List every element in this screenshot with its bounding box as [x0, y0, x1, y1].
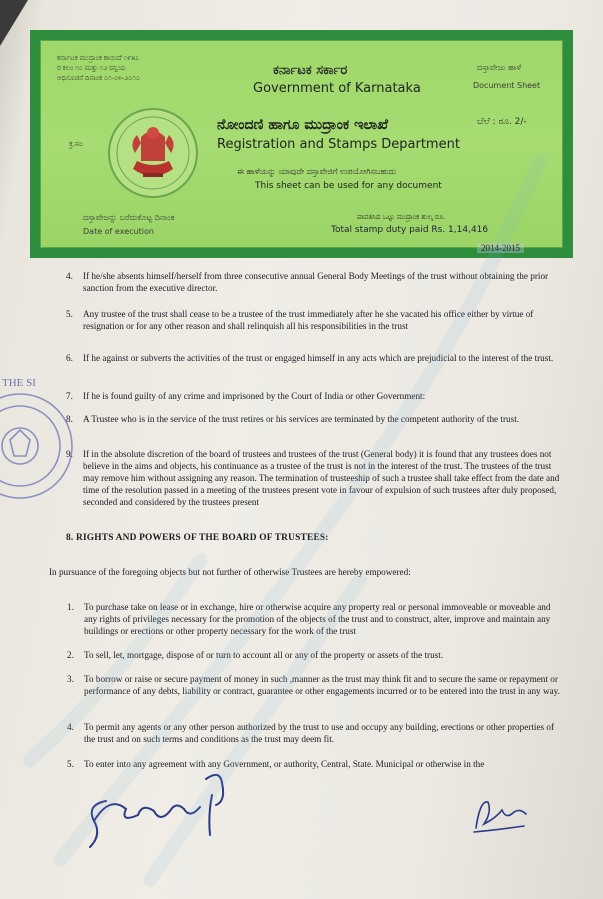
- clause-text: If he is found guilty of any crime and imprisoned by the Court of India or other Government:: [83, 391, 426, 401]
- stamp-act-line: ಕರ್ನಾಟಕ ಮುದ್ರಾಂಕ ಕಾಯಿದೆ ೧೯೫೭: [57, 54, 140, 62]
- clause-item: [66, 413, 565, 425]
- trustee-signature-right: [466, 790, 536, 840]
- trust-seal-stamp: [0, 362, 86, 532]
- usage-note-kannada: ಈ ಹಾಳೆಯನ್ನು ಯಾವುದೇ ದಸ್ತಾವೇಜಿಗೆ ಉಪಯೋಗಿಸಬಹುದು: [237, 167, 397, 176]
- clause-text: If he against or subverts the activities of the trust or engaged himself in any acts which are prejudicial to the interest of the trust.: [83, 353, 554, 363]
- power-number: 1.: [67, 602, 74, 612]
- section-intro: In pursuance of the foregoing objects but not further of otherwise Trustees are hereby empowered:: [49, 567, 411, 577]
- clause-number: 4.: [66, 271, 73, 281]
- power-item: [67, 601, 564, 637]
- dept-title: Registration and Stamps Department: [217, 137, 460, 152]
- clause-text: If he/she absents himself/herself from three consecutive annual General Body Meetings of the trust without obtaining the prior sanction from the executive director.: [83, 271, 549, 293]
- clause-number: 6.: [66, 353, 73, 363]
- stamp-act-line: ರ ಕಲಂ ೧೦ ಮತ್ತು ೧೨ ರನ್ವಯ: [57, 64, 126, 72]
- power-number: 5.: [67, 759, 74, 769]
- clause-text: A Trustee who is in the service of the trust retires or his services are terminated by the competent authority of the trust.: [83, 414, 520, 424]
- stamp-act-line: ಅಧಿಸೂಚನೆ ದಿನಾಂಕ ೦೧-೦೪-೨೦೧೦: [57, 74, 140, 82]
- section-heading: 8. RIGHTS AND POWERS OF THE BOARD OF TRUSTEES:: [66, 533, 329, 543]
- power-item: [67, 649, 564, 661]
- stamp-value: ಬೆಲೆ : ರೂ. 2/-: [477, 117, 527, 127]
- power-text: To enter into any agreement with any Government, or authority, Central, State. Municipal or otherwise in the: [84, 759, 485, 769]
- power-item: [67, 673, 564, 697]
- clause-number: 5.: [66, 309, 73, 319]
- execution-date-label-kannada: ದಸ್ತಾವೇಜನ್ನು ಬರೆದುಕೊಟ್ಟ ದಿನಾಂಕ: [83, 213, 175, 222]
- clause-number: 8.: [66, 414, 73, 424]
- clause-item: [66, 448, 565, 508]
- power-text: To borrow or raise or secure payment of money in such ,manner as the trust may think fit and to secure the same or repayment or performance of any debts, liability or contract, guarantee or other engagements incurred or to be entered into the trust in any way.: [84, 674, 560, 696]
- power-item: [67, 721, 564, 745]
- clause-number: 9.: [66, 449, 73, 459]
- trustee-signature-left: [80, 765, 250, 855]
- karnataka-emblem-icon: [103, 103, 203, 203]
- clause-item: [66, 308, 563, 332]
- clause-item: [66, 270, 568, 294]
- gov-title-kannada: ಕರ್ನಾಟಕ ಸರ್ಕಾರ: [273, 63, 348, 78]
- clause-number: 7.: [66, 391, 73, 401]
- gov-title: Government of Karnataka: [253, 81, 421, 96]
- power-number: 4.: [67, 722, 74, 732]
- clause-item: [66, 390, 563, 402]
- document-sheet-label-kannada: ದಸ್ತಾವೇಜು ಹಾಳೆ: [477, 63, 522, 72]
- stamp-act-notice: [57, 53, 140, 83]
- usage-note: This sheet can be used for any document: [255, 181, 442, 191]
- power-text: To permit any agents or any other person authorized by the trust to use and occupy any building, erections or other properties of the trust and on such terms and conditions as the trust may deem fit.: [84, 722, 555, 744]
- power-text: To purchase take on lease or in exchange, hire or otherwise acquire any property real or personal immoveable or moveable and any rights of privileges necessary for the promotion of the objects of the trust and to construct, alter, improve and maintain any buildings or erections or other property necessary for the work of the trust: [84, 602, 551, 636]
- power-number: 2.: [67, 650, 74, 660]
- execution-date-label: Date of execution: [83, 227, 154, 236]
- stamp-year: 2014-2015: [477, 243, 524, 253]
- stamp-duty-label-kannada: ಪಾವತಿಸಿದ ಒಟ್ಟು ಮುದ್ರಾಂಕ ಶುಲ್ಕ ರೂ.: [357, 213, 446, 221]
- seal-text: THE SI: [2, 377, 36, 389]
- dept-title-kannada: ನೋಂದಣಿ ಹಾಗೂ ಮುದ್ರಾಂಕ ಇಲಾಖೆ: [217, 117, 388, 133]
- stamp-duty-amount: Total stamp duty paid Rs. 1,14,416: [331, 225, 489, 235]
- power-text: To sell, let, mortgage, dispose of or turn to account all or any of the property or assets of the trust.: [84, 650, 444, 660]
- serial-label: ಕ್ರ.ಸಂ: [69, 139, 83, 148]
- document-sheet-label: Document Sheet: [473, 81, 541, 90]
- page-corner-fold: [0, 0, 28, 46]
- stamp-banner: [30, 30, 573, 258]
- clause-text: If in the absolute discretion of the board of trustees and trustees of the trust (General body) it is found that any trustees does not believe in the aims and objects, his continuance as a trustee of the trust is not in the interest of the trust. The trustees of the trust may remove him without assigning any reason. The termination of trusteeship of such a trustee shall take effect from the date and time of the resolution passed in a meeting of the trustees present vote in favour of expulsion of such trustees after duly proposed, seconded and considered by the trustees present: [83, 449, 560, 507]
- power-number: 3.: [67, 674, 74, 684]
- clause-item: [66, 352, 563, 364]
- clause-text: Any trustee of the trust shall cease to be a trustee of the trust immediately after he she vacated his office either by virtue of resignation or for any other reason and shall relinquish all his responsibilities in the trust: [83, 309, 534, 331]
- stamp-banner-inner: [40, 40, 563, 253]
